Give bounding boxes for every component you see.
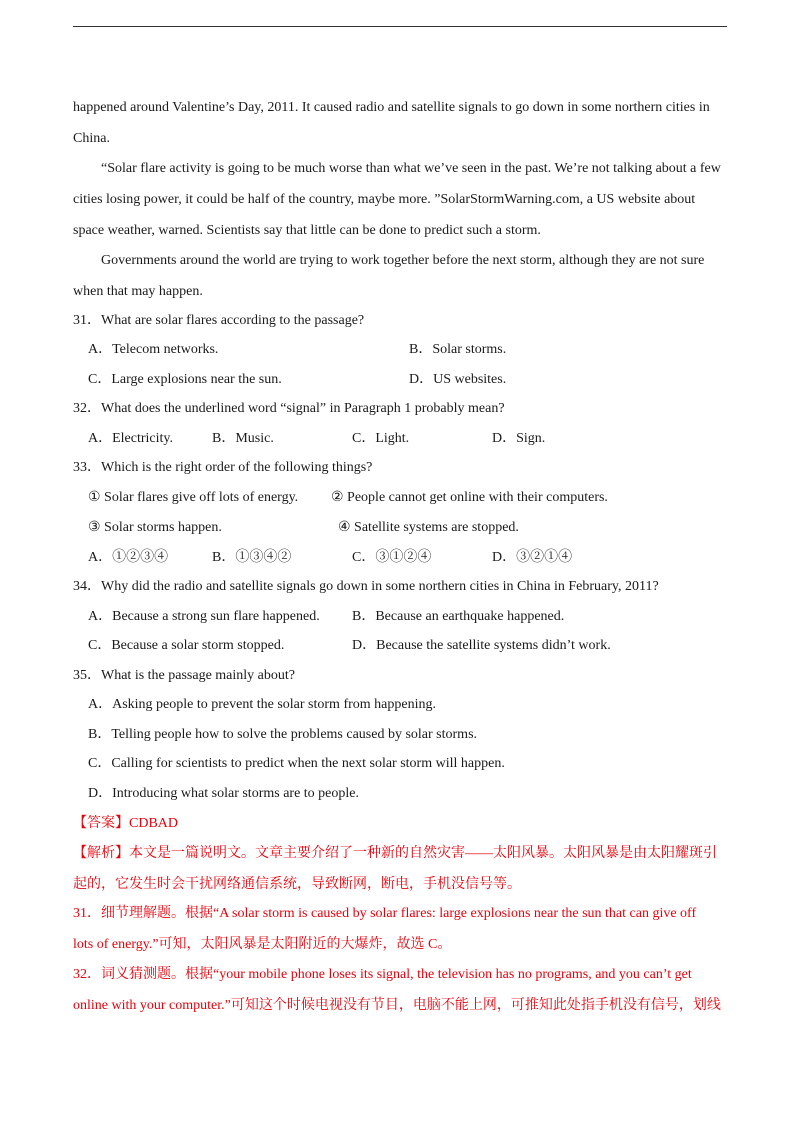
explanation-32-line: 32．词义猜测题。根据“your mobile phone loses its signal, the television has no programs, and you can’t get bbox=[73, 967, 692, 982]
q31-option-d: D．US websites. bbox=[409, 372, 507, 387]
q31-option-c: C．Large explosions near the sun. bbox=[88, 372, 282, 387]
q35-option-d: D．Introducing what solar storms are to people. bbox=[88, 786, 359, 801]
q34-option-d: D．Because the satellite systems didn’t work. bbox=[352, 638, 611, 653]
q33-option-b: B．①③④② bbox=[212, 550, 292, 565]
passage-line: Governments around the world are trying to work together before the next storm, although they are not sure bbox=[101, 253, 705, 268]
q35-option-b: B．Telling people how to solve the problems caused by solar storms. bbox=[88, 727, 478, 742]
q33-option-a: A．①②③④ bbox=[88, 550, 169, 565]
q35-option-a: A．Asking people to prevent the solar storm from happening. bbox=[88, 697, 436, 712]
question-33-stem: 33．Which is the right order of the following things? bbox=[73, 460, 373, 475]
q32-option-b: B．Music. bbox=[212, 431, 274, 446]
q33-statement-1: ① Solar flares give off lots of energy. bbox=[88, 490, 299, 505]
q33-statement-2: ② People cannot get online with their computers. bbox=[331, 490, 608, 505]
analysis-line: 起的，它发生时会干扰网络通信系统，导致断网，断电，手机没信号等。 bbox=[73, 877, 521, 892]
passage-line: China. bbox=[73, 131, 110, 146]
q31-option-b: B．Solar storms. bbox=[409, 342, 507, 357]
q33-option-d: D．③②①④ bbox=[492, 550, 573, 565]
question-35-stem: 35．What is the passage mainly about? bbox=[73, 668, 295, 683]
q32-option-d: D．Sign. bbox=[492, 431, 546, 446]
header-rule bbox=[73, 26, 727, 27]
explanation-32-line: online with your computer.”可知这个时候电视没有节目，电脑不能上网，可推知此处指手机没有信号，划线 bbox=[73, 998, 721, 1013]
question-34-stem: 34．Why did the radio and satellite signals go down in some northern cities in China in February, 2011? bbox=[73, 579, 659, 594]
q33-option-c: C．③①②④ bbox=[352, 550, 432, 565]
q34-option-a: A．Because a strong sun flare happened. bbox=[88, 609, 320, 624]
passage-line: when that may happen. bbox=[73, 284, 203, 299]
q33-statement-4: ④ Satellite systems are stopped. bbox=[338, 520, 519, 535]
analysis-line: 【解析】本文是一篇说明文。文章主要介绍了一种新的自然灾害——太阳风暴。太阳风暴是由太阳耀斑引 bbox=[73, 846, 717, 861]
passage-line: “Solar flare activity is going to be much worse than what we’ve seen in the past. We’re not talking about a few bbox=[101, 161, 721, 176]
q34-option-b: B．Because an earthquake happened. bbox=[352, 609, 565, 624]
q31-option-a: A．Telecom networks. bbox=[88, 342, 219, 357]
q32-option-a: A．Electricity. bbox=[88, 431, 174, 446]
q32-option-c: C．Light. bbox=[352, 431, 410, 446]
question-31-stem: 31．What are solar flares according to the passage? bbox=[73, 313, 365, 328]
answer-key: 【答案】CDBAD bbox=[73, 816, 179, 831]
q35-option-c: C．Calling for scientists to predict when the next solar storm will happen. bbox=[88, 756, 505, 771]
q34-option-c: C．Because a solar storm stopped. bbox=[88, 638, 285, 653]
passage-line: happened around Valentine’s Day, 2011. It caused radio and satellite signals to go down in some northern cities in bbox=[73, 100, 710, 115]
passage-line: cities losing power, it could be half of the country, maybe more. ”SolarStormWarning.com, a US website about bbox=[73, 192, 696, 207]
passage-line: space weather, warned. Scientists say that little can be done to predict such a storm. bbox=[73, 223, 541, 238]
question-32-stem: 32．What does the underlined word “signal” in Paragraph 1 probably mean? bbox=[73, 401, 505, 416]
explanation-31-line: lots of energy.”可知，太阳风暴是太阳附近的大爆炸，故选 C。 bbox=[73, 937, 452, 952]
explanation-31-line: 31．细节理解题。根据“A solar storm is caused by solar flares: large explosions near the sun that can give off bbox=[73, 906, 697, 921]
q33-statement-3: ③ Solar storms happen. bbox=[88, 520, 222, 535]
